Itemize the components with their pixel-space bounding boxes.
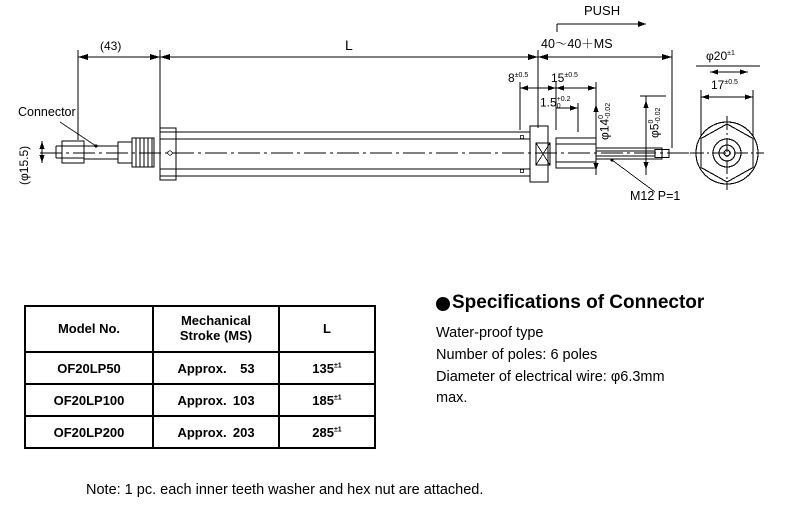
label-phi14-tol-lower: -0.02 [605, 102, 613, 119]
spec-line: Water-proof type [436, 325, 544, 341]
label-dim-43: (43) [100, 39, 122, 53]
label-dim-8-value: 8 [508, 71, 515, 85]
table-row [25, 416, 375, 448]
label-dim-17 [711, 79, 738, 92]
spec-line: Number of poles: 6 poles [436, 346, 598, 363]
cell-ms-prefix: Approx. [177, 360, 227, 376]
label-dim-15 [551, 72, 578, 85]
label-thread-m12: M12 P=1 [630, 189, 681, 203]
label-phi20-tol: ±1 [727, 50, 735, 57]
cell-length [279, 352, 375, 384]
label-dim-1-5-tol-lower: 0 [556, 103, 561, 111]
label-connector: Connector [18, 105, 76, 119]
label-phi14-tol-upper: 0 [598, 114, 605, 119]
cell-length-tol: ±1 [333, 426, 342, 434]
table-row [25, 384, 375, 416]
label-phi5-tol-upper: 0 [648, 119, 655, 124]
cell-length-tol: ±1 [333, 362, 342, 370]
header-length-l: L [279, 306, 375, 352]
header-model-no: Model No. [25, 306, 153, 352]
label-dim-15-value: 15 [551, 71, 565, 85]
spec-lines [436, 323, 786, 410]
label-dim-L: L [345, 37, 353, 53]
table-row [25, 352, 375, 384]
cell-model: OF20LP100 [25, 384, 153, 416]
label-phi5-value: φ5 [647, 123, 662, 138]
cell-length [279, 416, 375, 448]
spec-title-text: Specifications of Connector [452, 292, 705, 313]
cell-length [279, 384, 375, 416]
connector-specifications [436, 292, 786, 410]
label-phi14-value: φ14 [597, 118, 612, 140]
bullet-icon [436, 297, 450, 311]
header-ms-line2: Stroke (MS) [179, 328, 253, 343]
cell-ms-value: 53 [240, 360, 255, 376]
label-phi15-5-text: (φ15.5) [17, 145, 31, 185]
label-dim-8-tol: ±0.5 [514, 72, 529, 79]
cell-length-value: 185 [312, 392, 334, 408]
label-dim-1-5-tol-upper: +0.2 [556, 96, 571, 103]
cell-length-tol: ±1 [333, 394, 342, 402]
cell-mechanical-stroke [153, 352, 279, 384]
spec-line: max. [436, 390, 468, 407]
cell-length-value: 135 [312, 360, 334, 376]
cell-mechanical-stroke [153, 416, 279, 448]
cell-length-value: 285 [312, 424, 334, 440]
header-ms-line1: Mechanical [180, 313, 252, 329]
label-dim-40-40ms: 40～40＋MS [541, 37, 613, 51]
cell-ms-value: 103 [232, 392, 255, 408]
spec-title-row [436, 292, 786, 314]
cell-mechanical-stroke [153, 384, 279, 416]
label-dim-1-5 [540, 96, 571, 111]
label-dim-17-value: 17 [711, 78, 725, 92]
label-push: PUSH [584, 3, 621, 18]
table-header-row [25, 306, 375, 352]
label-phi14 [598, 103, 613, 140]
label-dim-8 [508, 72, 528, 85]
label-phi15-5 [18, 146, 31, 185]
model-spec-table [24, 305, 376, 449]
label-phi5-tol-lower: -0.02 [655, 107, 663, 124]
label-phi20 [706, 50, 735, 63]
cell-ms-prefix: Approx. [177, 424, 227, 440]
footer-note: Note: 1 pc. each inner teeth washer and hex nut are attached. [86, 482, 484, 498]
label-dim-15-tol: ±0.5 [564, 72, 578, 79]
label-dim-17-tol: ±0.5 [724, 79, 738, 86]
cell-ms-prefix: Approx. [177, 392, 227, 408]
cell-model: OF20LP50 [25, 352, 153, 384]
header-mechanical-stroke [153, 306, 279, 352]
label-phi20-value: φ20 [706, 49, 728, 63]
cell-ms-value: 203 [232, 424, 255, 440]
cell-model: OF20LP200 [25, 416, 153, 448]
label-phi5 [648, 108, 663, 138]
label-dim-1-5-value: 1.5 [540, 95, 557, 110]
spec-line: Diameter of electrical wire: φ6.3mm [436, 368, 665, 385]
